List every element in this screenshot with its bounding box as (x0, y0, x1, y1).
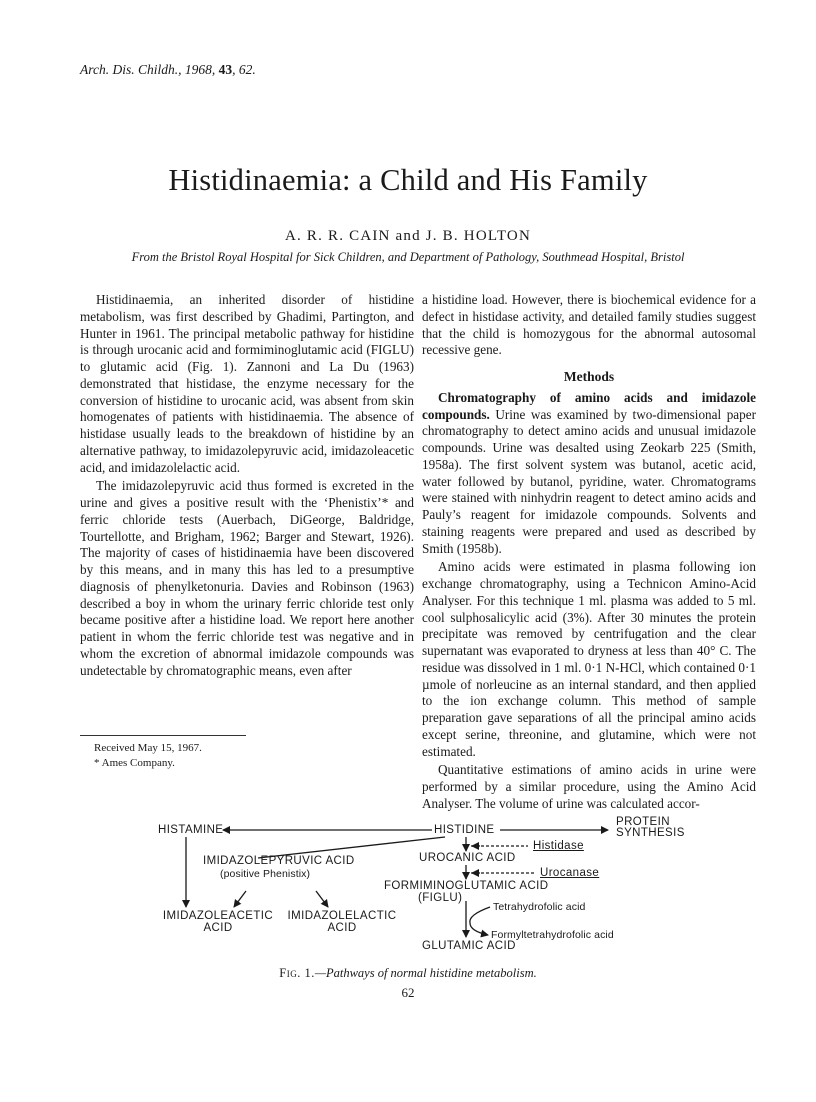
page-ref: , 62. (232, 62, 256, 77)
intro-paragraph-1: Histidinaemia, an inherited disorder of histidine metabolism, was first described by Ghadimi, Partington, and Hunter in 1961. The principal metabolic pathway for histidine is through urocanic acid and formiminoglutamic acid (FIGLU) to glutamic acid (Fig. 1). Zannoni and La Du (1963) demonstrated that histidase, the enzyme necessary for the conversion of histidine to urocanic acid, was absent from skin homogenates of patients with histidinaemia. The absence of histidase usually leads to the breakdown of histidine by an alternative pathway, to imidazolepyruvic acid, imidazoleacetic acid, and imidazolelactic acid. (80, 292, 414, 475)
figlu-label: (FIGLU) (418, 892, 463, 904)
imidazoleacetic-line1: IMIDAZOLEACETIC (162, 910, 274, 922)
chromatography-subheading: Chromatography of amino acids and imidazole compounds. (422, 389, 756, 422)
journal-name: Arch. Dis. Childh. (80, 62, 179, 77)
methods-paragraph-1-text: Urine was examined by two-dimensional paper chromatography to detect amino acids and unusual imidazole compounds. Urine was desalted using Zeokarb 225 (Smith, 1958a). The first solvent system was butanol, acetic acid, water followed by butanol, pyridine, water. Chromatograms were stained with ninhydrin reagent to detect amino acids and Pauly’s reagent for imidazole compounds. Solvents and staining reagents were prepared and used as described by Smith (1958b). (422, 406, 756, 556)
volume: 43 (218, 62, 233, 77)
article-title: Histidinaemia: a Child and His Family (168, 163, 648, 197)
methods-paragraph-3: Quantitative estimations of amino acids in urine were performed by a similar procedure, using the Amino Acid Analyser. The volume of urine was calculated accor- (422, 762, 756, 811)
histamine-label: HISTAMINE (158, 824, 224, 836)
continued-paragraph: a histidine load. However, there is biochemical evidence for a defect in histidase activity, and detailed family studies suggest that the child is homozygous for the abnormal autosomal recessive gene. (422, 292, 756, 358)
imidazoleacetic-label (160, 910, 276, 934)
imidazoleacetic-line2: ACID (203, 922, 233, 934)
footnotes (94, 741, 202, 771)
figure-label: Fig. 1. (279, 966, 315, 980)
year: , 1968, (178, 62, 219, 77)
footnote-rule (80, 735, 246, 736)
right-column (422, 292, 756, 815)
positive-phenistix-label: (positive Phenistix) (220, 868, 311, 880)
imidazolepyruvic-label: IMIDAZOLEPYRUVIC ACID (203, 855, 355, 867)
methods-paragraph-2: Amino acids were estimated in plasma following ion exchange chromatography, using a Technicon Amino-Acid Analyser. For this technique 1 ml. plasma was added to 5 ml. cool sulphosalicylic acid (3%). After 30 minutes the protein precipitate was removed by centrifugation and the clear supernatant was evaporated to dryness at less than 40° C. The residue was dissolved in 1 ml. 0·1 N-HCl, which contained 0·1 µmole of norleucine as an internal standard, and then applied to the ion exchange column. This method of sample preparation gave separations of all the principal amino acids except serine, threonine, and glutamine, which were not estimated. (422, 559, 756, 759)
formyltetrahydrofolic-label: Formyltetrahydrofolic acid (491, 929, 614, 941)
arrow-pyruvic-to-acetic (234, 891, 246, 907)
tetrahydrofolic-label: Tetrahydrofolic acid (493, 901, 586, 913)
protein-label: PROTEIN (616, 816, 670, 828)
authors: A. R. R. CAIN and J. B. HOLTON (284, 228, 531, 244)
intro-paragraph-2: The imidazolepyruvic acid thus formed is excreted in the urine and gives a positive result with the ‘Phenistix’* and ferric chloride tests (Auerbach, DiGeorge, Baldridge, Tourtellotte, and Brigham, 1962; Barger and Stewart, 1926). The majority of cases of histidinaemia have been discovered by this means, and in many this has led to a presumptive diagnosis of phenylketonuria. Davies and Robinson (1963) described a boy in whom the urinary ferric chloride test only became positive after a histidine load. We report here another patient in whom the ferric chloride test was negative and in whom the excretion of abnormal imidazole compounds was undetectable by chromatographic means, even after (80, 478, 414, 678)
affiliation: From the Bristol Royal Hospital for Sick Children, and Department of Pathology, Southmead Hospital, Bristol (131, 250, 685, 264)
histidase-label: Histidase (533, 840, 584, 852)
synthesis-label: SYNTHESIS (616, 827, 685, 839)
urocanase-label: Urocanase (540, 867, 600, 879)
imidazolelactic-line1: IMIDAZOLELACTIC (287, 910, 397, 922)
methods-paragraph-1 (422, 390, 756, 558)
methods-heading: Methods (563, 369, 615, 384)
imidazolelactic-label (284, 910, 400, 934)
left-column (80, 292, 414, 681)
folate-curve (470, 907, 490, 935)
imidazolelactic-line2: ACID (327, 922, 357, 934)
glutamic-label: GLUTAMIC ACID (422, 940, 516, 952)
arrow-pyruvic-to-lactic (316, 891, 328, 907)
ames-footnote: * Ames Company. (94, 757, 175, 769)
journal-citation (80, 62, 256, 78)
page-number: 62 (401, 985, 415, 1000)
figure-caption (0, 966, 816, 981)
caption-text: —Pathways of normal histidine metabolism. (314, 966, 537, 980)
formimino-label: FORMIMINOGLUTAMIC ACID (384, 880, 549, 892)
received-date: Received May 15, 1967. (94, 742, 202, 754)
pathway-diagram (150, 815, 710, 965)
urocanic-label: UROCANIC ACID (419, 852, 516, 864)
histidine-label: HISTIDINE (434, 824, 495, 836)
